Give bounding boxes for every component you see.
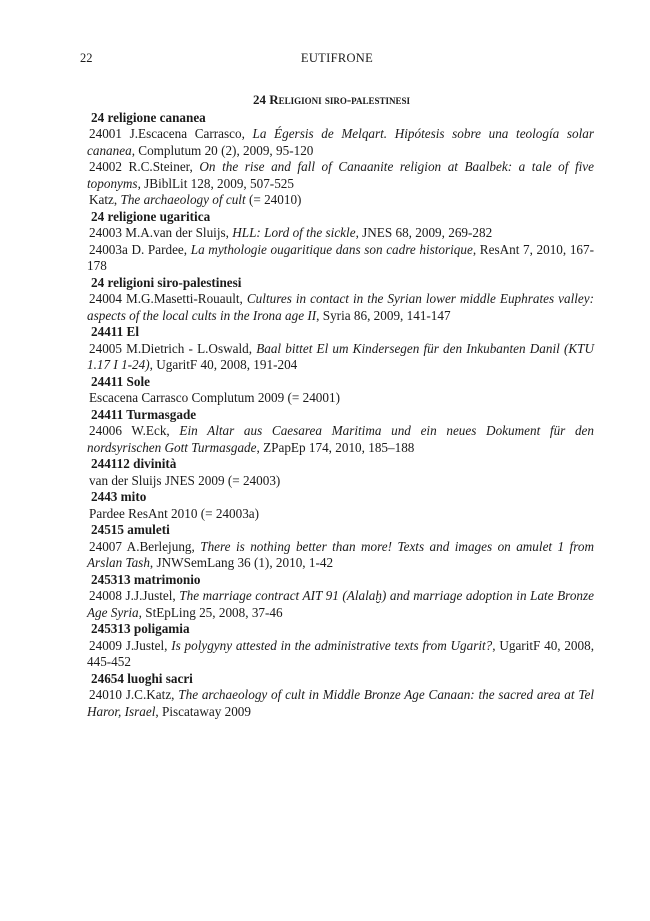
subject-heading: 245313 poligamia: [91, 621, 190, 636]
entry-author: 24001 J.Escacena Carrasco,: [89, 126, 253, 141]
subject-group: [89, 621, 594, 671]
bibliography-content: [89, 92, 594, 720]
subject-group: [89, 374, 594, 407]
subject-group: [89, 209, 594, 275]
subject-group: [89, 456, 594, 489]
subject-group: [89, 110, 594, 209]
entry-author: 24009 J.Justel,: [89, 637, 172, 653]
subject-heading: 24515 amuleti: [91, 522, 170, 537]
bibliography-entry: [87, 242, 594, 275]
bibliography-entry: [87, 126, 594, 159]
entry-citation: , Syria 86, 2009, 141-147: [316, 307, 451, 323]
bibliography-entry: [87, 539, 594, 572]
subject-heading: 24411 Sole: [91, 373, 150, 389]
entry-author: 24002 R.C.Steiner,: [89, 159, 200, 174]
subject-heading: 245313 matrimonio: [91, 571, 201, 587]
bibliography-entry: [87, 473, 594, 490]
subject-heading: 24654 luoghi sacri: [91, 670, 193, 686]
entry-author: 24008 J.J.Justel,: [89, 588, 180, 603]
bibliography-entry: [87, 506, 594, 523]
entry-citation: , Piscataway 2009: [155, 703, 251, 719]
subject-group: [89, 324, 594, 374]
entry-citation: , JBiblLit 128, 2009, 507-525: [137, 175, 294, 191]
bibliography-entry: [87, 159, 594, 192]
entry-citation: (= 24010): [245, 192, 302, 207]
entry-author: van der Sluijs JNES 2009 (= 24003): [89, 472, 281, 488]
bibliography-entry: [87, 588, 594, 621]
entry-groups: [89, 110, 594, 721]
entry-citation: , ZPapEp 174, 2010, 185–188: [256, 439, 415, 455]
entry-title: The archaeology of cult in Middle Bronze Age Canaan: the sacred area at Tel Haror, Israel: [87, 687, 594, 719]
entry-title: The archaeology of cult: [120, 192, 246, 207]
entry-citation: , UgaritF 40, 2008, 191-204: [149, 357, 298, 372]
entry-author: Pardee ResAnt 2010 (= 24003a): [89, 505, 260, 521]
subject-group: [89, 671, 594, 721]
subject-heading: 24 religioni siro-palestinesi: [91, 274, 242, 290]
entry-citation: , JNWSemLang 36 (1), 2010, 1-42: [149, 555, 334, 570]
entry-author: 24003 M.A.van der Sluijs,: [89, 225, 233, 240]
entry-title: On the rise and fall of Canaanite religion at Baalbek: a tale of five toponyms: [87, 159, 594, 191]
bibliography-entry: [87, 423, 594, 456]
subject-heading: 244112 divinità: [91, 456, 177, 471]
entry-title: There is nothing better than more! Texts and images on amulet 1 from Arslan Tash: [87, 538, 594, 570]
subject-heading: 24 religione cananea: [91, 109, 206, 125]
entry-citation: , UgaritF 40, 2008, 445-452: [87, 637, 595, 669]
entry-title: La mythologie ougaritique dans son cadre historique: [190, 241, 473, 257]
subject-group: [89, 489, 594, 522]
bibliography-entry: [87, 687, 594, 720]
entry-title: Ein Altar aus Caesarea Maritima und ein neues Dokument für den nordsyrischen Gott Turmasgade: [87, 423, 595, 455]
entry-citation: , ResAnt 7, 2010, 167-178: [87, 241, 594, 273]
subject-heading: 24411 Turmasgade: [91, 406, 197, 422]
running-title: EUTIFRONE: [300, 51, 374, 65]
subject-heading: 24411 El: [91, 324, 139, 339]
entry-title: The marriage contract AIT 91 (Alalaḫ) and marriage adoption in Late Bronze Age Syria: [87, 588, 594, 620]
bibliography-entry: [87, 192, 594, 209]
section-name: Religioni siro-palestinesi: [269, 92, 411, 107]
entry-title: Is polygyny attested in the administrative texts from Ugarit?: [171, 637, 493, 653]
section-number: 24: [252, 92, 266, 107]
entry-author: 24006 W.Eck,: [89, 423, 180, 438]
bibliography-entry: [87, 225, 594, 242]
entry-title: Cultures in contact in the Syrian lower middle Euphrates valley: aspects of the local cults in the Irona age II: [87, 291, 594, 323]
entry-citation: , JNES 68, 2009, 269-282: [355, 225, 493, 240]
entry-citation: , Complutum 20 (2), 2009, 95-120: [131, 142, 314, 158]
entry-title: HLL: Lord of the sickle: [232, 225, 356, 240]
entry-author: 24010 J.C.Katz,: [89, 687, 179, 702]
entry-author: 24005 M.Dietrich - L.Oswald,: [89, 340, 257, 356]
entry-author: 24004 M.G.Masetti-Rouault,: [89, 291, 247, 306]
subject-group: [89, 572, 594, 622]
subject-heading: 2443 mito: [91, 489, 147, 504]
bibliography-entry: [87, 341, 594, 374]
section-title: [69, 92, 594, 109]
subject-group: [89, 275, 594, 325]
bibliography-entry: [87, 291, 594, 324]
page-number: 22: [80, 51, 93, 65]
entry-author: Katz,: [89, 192, 121, 207]
entry-author: 24007 A.Berlejung,: [89, 538, 201, 554]
subject-group: [89, 522, 594, 572]
subject-heading: 24 religione ugaritica: [91, 208, 211, 224]
entry-title: La Égersis de Melqart. Hipótesis sobre una teología solar cananea: [87, 126, 594, 158]
page-header: [80, 51, 594, 69]
bibliography-entry: [87, 638, 594, 671]
bibliography-entry: [87, 390, 594, 407]
entry-author: Escacena Carrasco Complutum 2009 (= 24001): [89, 390, 340, 405]
entry-author: 24003a D. Pardee,: [89, 241, 191, 257]
entry-citation: , StEpLing 25, 2008, 37-46: [138, 604, 283, 620]
entry-title: Baal bittet El um Kindersegen für den Inkubanten Danil (KTU 1.17 I 1-24): [87, 340, 594, 372]
subject-group: [89, 407, 594, 457]
